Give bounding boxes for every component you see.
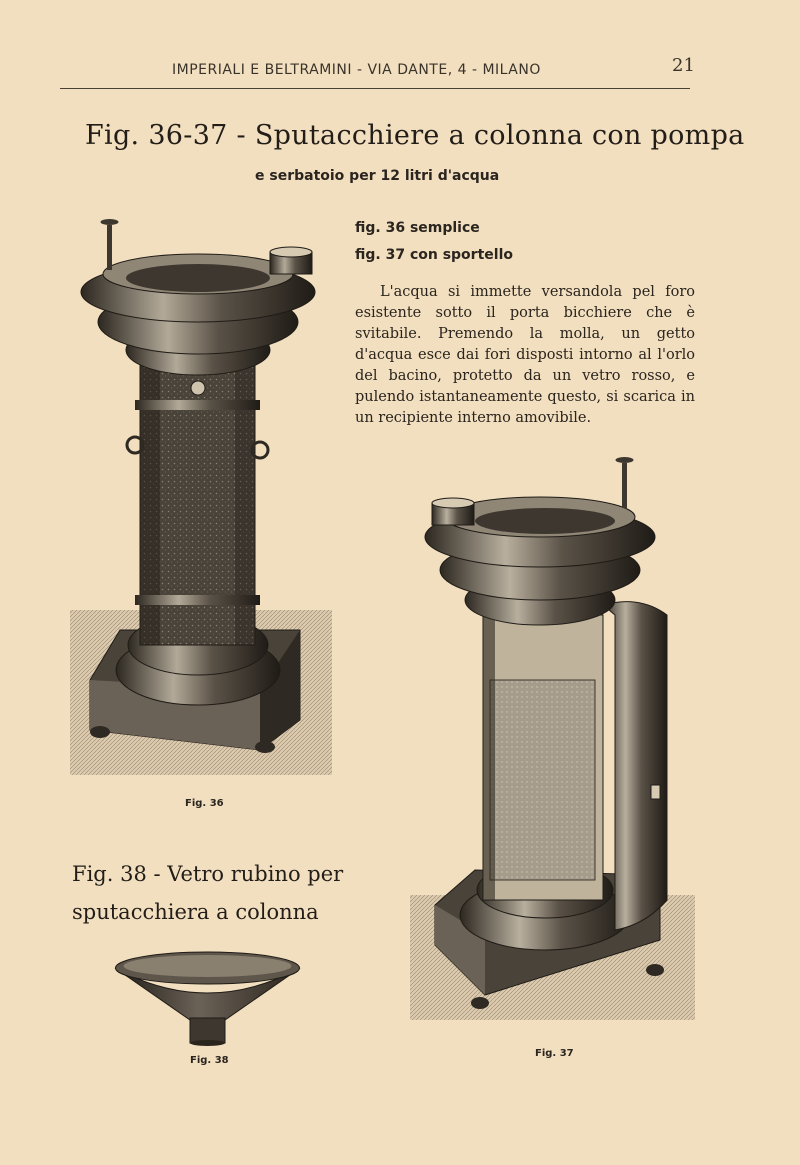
fig36-illustration (65, 210, 340, 790)
fig38-illustration (110, 948, 305, 1048)
page-number: 21 (672, 55, 695, 76)
fig37-caption: Fig. 37 (535, 1048, 574, 1059)
page-subtitle: e serbatoio per 12 litri d'acqua (255, 168, 500, 184)
fig38-title: Fig. 38 - Vetro rubino per sputacchiera a colonna (72, 862, 344, 924)
fig37-illustration (405, 455, 705, 1030)
running-header: IMPERIALI E BELTRAMINI - VIA DANTE, 4 - MILANO (172, 62, 541, 78)
fig38-caption: Fig. 38 (190, 1055, 229, 1066)
fig36-caption: Fig. 36 (185, 798, 224, 809)
page-title: Fig. 36-37 - Sputacchiere a colonna con pompa (85, 120, 745, 151)
variant-fig36: fig. 36 semplice (355, 220, 480, 236)
variant-fig37: fig. 37 con sportello (355, 247, 513, 263)
description-paragraph: L'acqua si immette versandola pel foro esistente sotto il porta bicchiere che è svitabile. Premendo la molla, un getto d'acqua esce dai fori disposti intorno al l'orlo del bacino, protetto da un vetro rosso, e pulendo istantaneamente questo, si scarica in un recipiente interno amovibile. (355, 284, 695, 426)
header-rule (60, 88, 690, 89)
